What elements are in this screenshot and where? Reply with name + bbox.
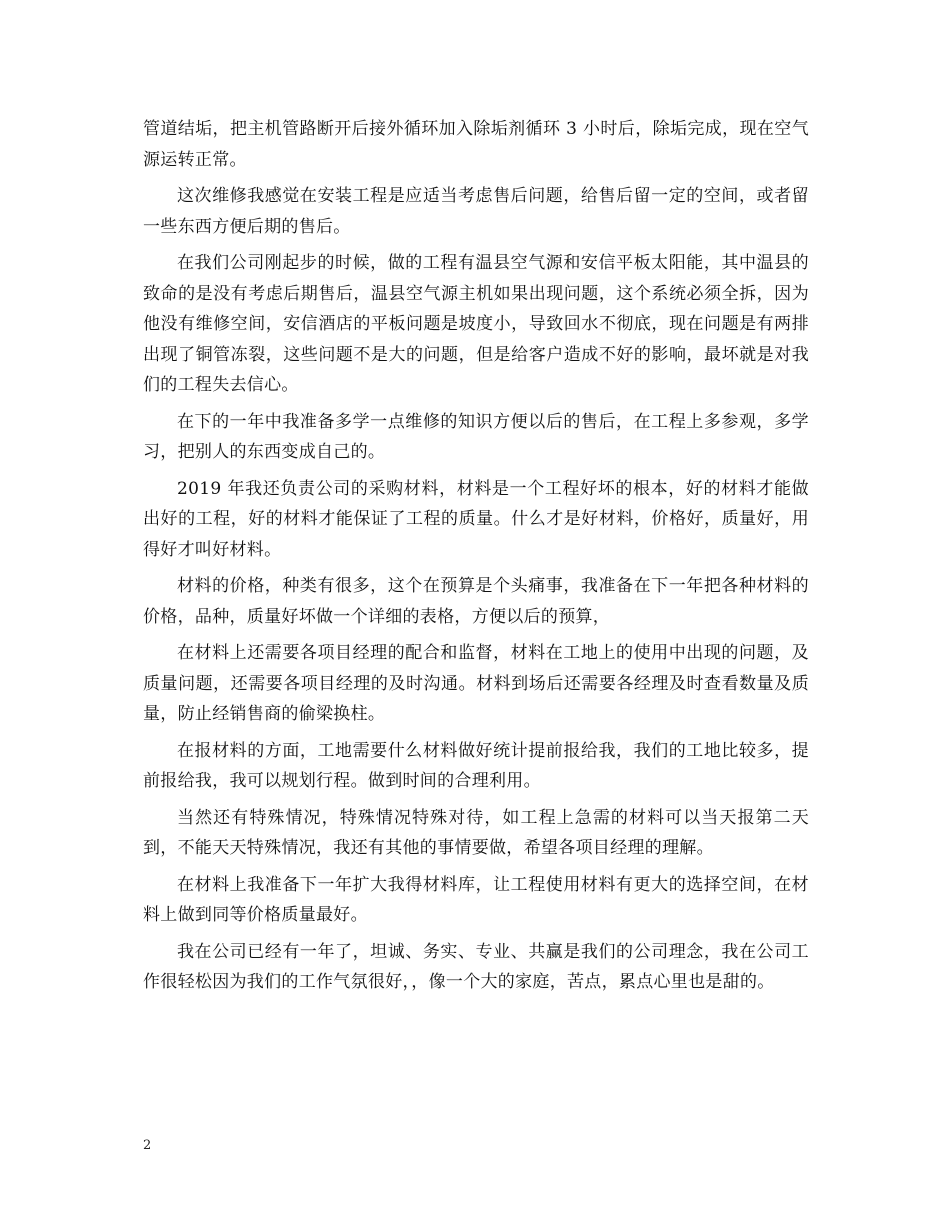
paragraph: 在材料上还需要各项目经理的配合和监督，材料在工地上的使用中出现的问题，及质量问题，还需要各项目经理的及时沟通。材料到场后还需要各经理及时查看数量及质量，防止经销售商的偷梁换柱。 xyxy=(143,643,809,724)
paragraph: 这次维修我感觉在安装工程是应适当考虑售后问题，给售后留一定的空间，或者留一些东西方便后期的售后。 xyxy=(143,186,809,237)
paragraph: 在下的一年中我准备多学一点维修的知识方便以后的售后，在工程上多参观，多学习，把别人的东西变成自己的。 xyxy=(143,411,809,462)
document-body xyxy=(143,114,809,1004)
paragraph: 在报材料的方面，工地需要什么材料做好统计提前报给我，我们的工地比较多，提前报给我，我可以规划行程。做到时间的合理利用。 xyxy=(143,740,809,791)
paragraph: 在我们公司刚起步的时候，做的工程有温县空气源和安信平板太阳能，其中温县的致命的是没有考虑后期售后，温县空气源主机如果出现问题，这个系统必须全拆，因为他没有维修空间，安信酒店的平板问题是坡度小，导致回水不彻底，现在问题是有两排出现了铜管冻裂，这些问题不是大的问题，但是给客户造成不好的影响，最坏就是对我们的工程失去信心。 xyxy=(143,253,809,395)
page-number: 2 xyxy=(143,1138,152,1153)
paragraph: 材料的价格，种类有很多，这个在预算是个头痛事，我准备在下一年把各种材料的价格，品种，质量好坏做一个详细的表格，方便以后的预算， xyxy=(143,576,809,627)
paragraph: 我在公司已经有一年了，坦诚、务实、专业、共赢是我们的公司理念，我在公司工作很轻松因为我们的工作气氛很好，，像一个大的家庭，苦点，累点心里也是甜的。 xyxy=(143,941,809,992)
paragraph-continued: 管道结垢，把主机管路断开后接外循环加入除垢剂循环 3 小时后，除垢完成，现在空气源运转正常。 xyxy=(143,119,809,170)
paragraph: 当然还有特殊情况，特殊情况特殊对待，如工程上急需的材料可以当天报第二天到，不能天天特殊情况，我还有其他的事情要做，希望各项目经理的理解。 xyxy=(143,807,809,858)
paragraph: 在材料上我准备下一年扩大我得材料库，让工程使用材料有更大的选择空间，在材料上做到同等价格质量最好。 xyxy=(143,874,809,925)
paragraph: 2019 年我还负责公司的采购材料，材料是一个工程好坏的根本，好的材料才能做出好的工程，好的材料才能保证了工程的质量。什么才是好材料，价格好，质量好，用得好才叫好材料。 xyxy=(143,478,809,560)
